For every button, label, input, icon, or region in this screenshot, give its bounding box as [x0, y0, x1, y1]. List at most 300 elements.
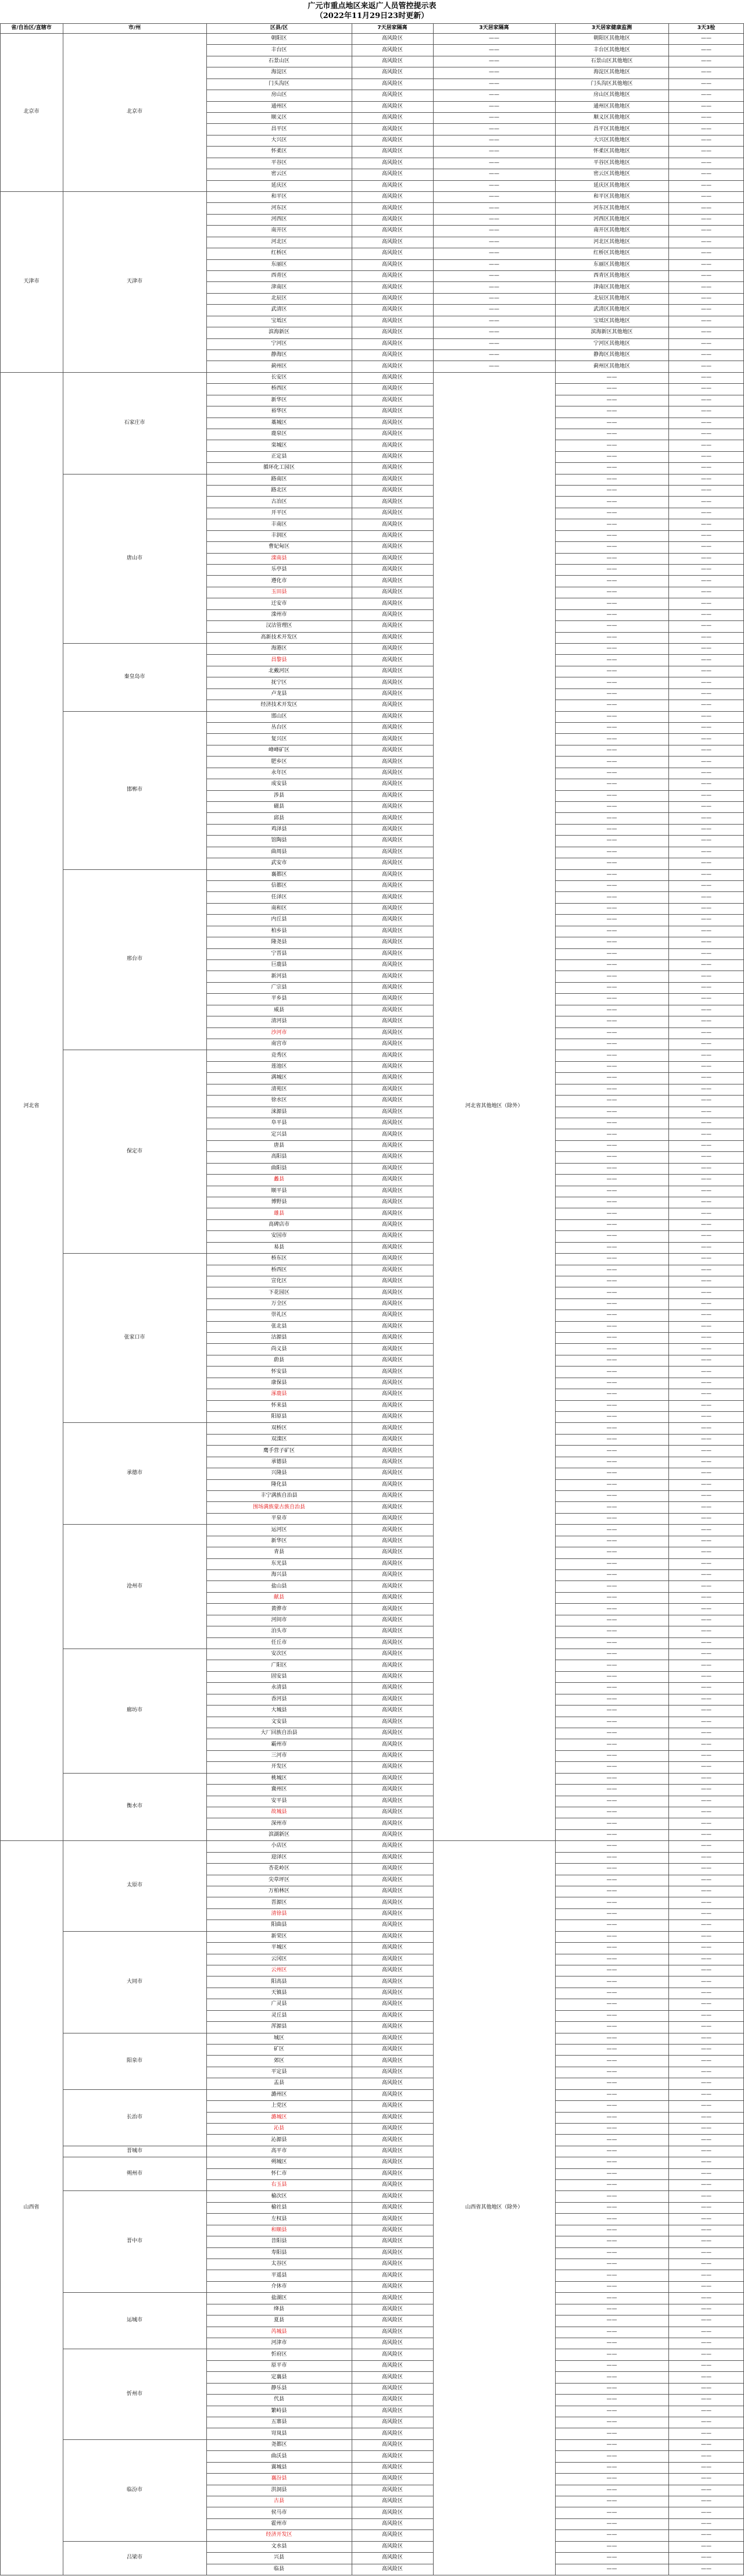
dash-cell: —— — [606, 1323, 617, 1329]
dash-cell: —— — [701, 848, 711, 855]
dash-cell: —— — [606, 894, 617, 900]
county-cell: 广宗县 — [271, 984, 287, 991]
dash-cell: —— — [701, 2351, 711, 2357]
high-risk-cell: 高风险区 — [381, 2464, 403, 2470]
dash-cell: —— — [701, 1572, 711, 1578]
dash-cell: —— — [489, 295, 499, 302]
county-cell: 门头沟区 — [268, 80, 289, 87]
high-risk-cell: 高风险区 — [381, 1176, 403, 1183]
county-cell: 深州市 — [271, 1820, 287, 1826]
county-cell: 霍州市 — [271, 2521, 287, 2527]
other-area-cell: 平谷区其他地区 — [593, 159, 630, 166]
high-risk-cell: 高风险区 — [381, 973, 403, 979]
high-risk-cell: 高风险区 — [381, 2374, 403, 2380]
county-cell: 高平市 — [271, 2147, 287, 2154]
high-risk-cell: 高风险区 — [381, 679, 403, 686]
high-risk-cell: 高风险区 — [381, 1945, 403, 1951]
dash-cell: —— — [701, 1797, 711, 1804]
county-cell: 夏县 — [273, 2317, 284, 2324]
dash-cell: —— — [606, 386, 617, 392]
high-risk-cell: 高风险区 — [381, 736, 403, 742]
other-area-cell: 河北区其他地区 — [593, 238, 630, 245]
dash-cell: —— — [606, 927, 617, 934]
city-cell: 邢台市 — [126, 956, 142, 962]
county-cell: 青县 — [273, 1549, 284, 1555]
county-cell: 遵化市 — [271, 577, 287, 584]
dash-cell: —— — [701, 1922, 711, 1928]
county-cell: 三河市 — [271, 1753, 287, 1759]
high-risk-cell: 高风险区 — [381, 2340, 403, 2346]
county-cell: 阳原县 — [271, 1414, 287, 1420]
dash-cell: —— — [606, 2430, 617, 2436]
city-cell: 晋城市 — [126, 2147, 142, 2154]
high-risk-cell: 高风险区 — [381, 634, 403, 640]
county-cell: 平城区 — [271, 1945, 287, 1951]
dash-cell: —— — [606, 1266, 617, 1273]
county-cell: 内丘县 — [271, 916, 287, 923]
dash-cell: —— — [606, 690, 617, 697]
other-area-cell: 宁河区其他地区 — [593, 340, 630, 347]
dash-cell: —— — [701, 860, 711, 866]
dash-cell: —— — [606, 1967, 617, 1974]
high-risk-cell: 高风险区 — [381, 1312, 403, 1318]
dash-cell: —— — [701, 1651, 711, 1657]
high-risk-cell: 高风险区 — [381, 2453, 403, 2459]
dash-cell: —— — [701, 1956, 711, 1962]
dash-cell: —— — [606, 1978, 617, 1985]
high-risk-cell: 高风险区 — [381, 916, 403, 923]
dash-cell: —— — [701, 1854, 711, 1860]
county-cell: 矿区 — [273, 2046, 284, 2053]
dash-cell: —— — [701, 1187, 711, 1194]
dash-cell: —— — [606, 600, 617, 606]
county-cell: 阳高县 — [271, 1978, 287, 1985]
county-cell: 静海区 — [271, 352, 287, 358]
county-cell: 平谷区 — [271, 159, 287, 166]
dash-cell: —— — [701, 476, 711, 482]
county-cell: 雄县 — [273, 1210, 284, 1216]
dash-cell: —— — [701, 1266, 711, 1273]
dash-cell: —— — [606, 2103, 617, 2109]
dash-cell: —— — [606, 2385, 617, 2391]
county-cell: 高碑店市 — [268, 1222, 289, 1228]
header-3day-health-monitoring: 3天居家健康监测 — [591, 25, 632, 31]
dash-cell: —— — [606, 860, 617, 866]
dash-cell: —— — [606, 442, 617, 448]
city-cell: 忻州市 — [126, 2391, 142, 2397]
dash-cell: —— — [701, 1617, 711, 1623]
city-cell: 张家口市 — [124, 1335, 145, 1341]
dash-cell: —— — [701, 386, 711, 392]
dash-cell: —— — [606, 1493, 617, 1499]
dash-cell: —— — [701, 521, 711, 527]
county-cell: 古县 — [273, 2498, 284, 2504]
dash-cell: —— — [489, 238, 499, 245]
dash-cell: —— — [701, 555, 711, 561]
county-cell: 玉田县 — [271, 589, 287, 595]
dash-cell: —— — [701, 2204, 711, 2211]
county-cell: 代县 — [273, 2396, 284, 2403]
county-cell: 任丘市 — [271, 1639, 287, 1646]
dash-cell: —— — [701, 227, 711, 234]
dash-cell: —— — [606, 1233, 617, 1239]
county-cell: 蔚县 — [273, 1357, 284, 1364]
dash-cell: —— — [701, 397, 711, 403]
dash-cell: —— — [606, 1854, 617, 1860]
county-cell: 宣化区 — [271, 1278, 287, 1285]
dash-cell: —— — [701, 1335, 711, 1341]
dash-cell: —— — [606, 510, 617, 516]
county-cell: 竞秀区 — [271, 1052, 287, 1058]
high-risk-cell: 高风险区 — [381, 182, 403, 188]
dash-cell: —— — [606, 374, 617, 380]
dash-cell: —— — [701, 2374, 711, 2380]
dash-cell: —— — [701, 1131, 711, 1137]
dash-cell: —— — [701, 690, 711, 697]
high-risk-cell: 高风险区 — [381, 1255, 403, 1262]
high-risk-cell: 高风险区 — [381, 1266, 403, 1273]
high-risk-cell: 高风险区 — [381, 2566, 403, 2572]
county-cell: 广阳区 — [271, 1662, 287, 1668]
dash-cell: —— — [606, 962, 617, 968]
dash-cell: —— — [606, 1617, 617, 1623]
dash-cell: —— — [701, 306, 711, 313]
dash-cell: —— — [606, 1775, 617, 1781]
dash-cell: —— — [701, 871, 711, 877]
high-risk-cell: 高风险区 — [381, 465, 403, 471]
dash-cell: —— — [606, 1674, 617, 1680]
county-cell: 大兴区 — [271, 137, 287, 144]
dash-cell: —— — [606, 566, 617, 573]
county-cell: 武安市 — [271, 860, 287, 866]
high-risk-cell: 高风险区 — [381, 1674, 403, 1680]
dash-cell: —— — [606, 905, 617, 912]
county-cell: 原平市 — [271, 2363, 287, 2369]
county-cell: 海兴县 — [271, 1572, 287, 1578]
dash-cell: —— — [701, 1876, 711, 1883]
county-cell: 寿阳县 — [271, 2249, 287, 2256]
dash-cell: —— — [606, 996, 617, 1002]
county-cell: 岢岚县 — [271, 2430, 287, 2436]
dash-cell: —— — [701, 159, 711, 166]
city-cell: 长治市 — [126, 2114, 142, 2120]
high-risk-cell: 高风险区 — [381, 1662, 403, 1668]
dash-cell: —— — [606, 1537, 617, 1544]
dash-cell: —— — [489, 352, 499, 358]
dash-cell: —— — [606, 623, 617, 629]
high-risk-cell: 高风险区 — [381, 996, 403, 1002]
dash-cell: —— — [606, 2306, 617, 2312]
county-cell: 经济开发区 — [266, 2532, 292, 2538]
high-risk-cell: 高风险区 — [381, 363, 403, 369]
dash-cell: —— — [606, 1018, 617, 1025]
high-risk-cell: 高风险区 — [381, 713, 403, 719]
county-cell: 曲阳县 — [271, 1165, 287, 1171]
county-cell: 襄都区 — [271, 871, 287, 877]
dash-cell: —— — [606, 1809, 617, 1815]
county-cell: 怀柔区 — [271, 148, 287, 155]
county-cell: 津南区 — [271, 284, 287, 290]
dash-cell: —— — [701, 645, 711, 652]
high-risk-cell: 高风险区 — [381, 1323, 403, 1329]
dash-cell: —— — [606, 679, 617, 686]
high-risk-cell: 高风险区 — [381, 657, 403, 663]
county-cell: 新华区 — [271, 1537, 287, 1544]
county-cell: 盐山县 — [271, 1583, 287, 1589]
county-cell: 房山区 — [271, 92, 287, 98]
county-cell: 河西区 — [271, 216, 287, 223]
high-risk-cell: 高风险区 — [381, 1075, 403, 1081]
dash-cell: —— — [606, 1639, 617, 1646]
county-cell: 上党区 — [271, 2103, 287, 2109]
county-cell: 康保县 — [271, 1379, 287, 1386]
high-risk-cell: 高风险区 — [381, 408, 403, 415]
high-risk-cell: 高风险区 — [381, 702, 403, 708]
dash-cell: —— — [606, 397, 617, 403]
high-risk-cell: 高风险区 — [381, 1029, 403, 1036]
county-cell: 绛县 — [273, 2306, 284, 2312]
dash-cell: —— — [701, 826, 711, 833]
dash-cell: —— — [606, 1504, 617, 1510]
county-cell: 翼城县 — [271, 2464, 287, 2470]
county-cell: 大厂回族自治县 — [260, 1730, 298, 1736]
county-cell: 五寨县 — [271, 2419, 287, 2425]
high-risk-cell: 高风险区 — [381, 340, 403, 347]
high-risk-cell: 高风险区 — [381, 589, 403, 595]
county-cell: 清河县 — [271, 1018, 287, 1025]
high-risk-cell: 高风险区 — [381, 238, 403, 245]
province-other-area-cell: 河北省其他地区（除外） — [465, 1103, 523, 1109]
high-risk-cell: 高风险区 — [381, 2080, 403, 2086]
dash-cell: —— — [701, 2136, 711, 2143]
high-risk-cell: 高风险区 — [381, 1515, 403, 1522]
dash-cell: —— — [606, 555, 617, 561]
dash-cell: —— — [701, 1064, 711, 1070]
dash-cell: —— — [606, 1300, 617, 1307]
high-risk-cell: 高风险区 — [381, 2136, 403, 2143]
high-risk-cell: 高风险区 — [381, 1425, 403, 1431]
city-cell: 秦皇岛市 — [124, 673, 145, 680]
dash-cell: —— — [701, 2012, 711, 2018]
grid-line — [433, 23, 434, 2575]
dash-cell: —— — [701, 996, 711, 1002]
document-title: 广元市重点地区来返广人员管控提示表 — [307, 2, 437, 10]
county-cell: 延庆区 — [271, 182, 287, 188]
county-cell: 安国市 — [271, 1233, 287, 1239]
county-cell: 曹妃甸区 — [268, 544, 289, 550]
dash-cell: —— — [701, 1967, 711, 1974]
high-risk-cell: 高风险区 — [381, 171, 403, 177]
dash-cell: —— — [606, 1029, 617, 1036]
county-cell: 峰峰矿区 — [268, 747, 289, 754]
high-risk-cell: 高风险区 — [381, 758, 403, 765]
dash-cell: —— — [489, 306, 499, 313]
dash-cell: —— — [606, 1651, 617, 1657]
dash-cell: —— — [701, 1470, 711, 1476]
dash-cell: —— — [701, 47, 711, 53]
dash-cell: —— — [606, 1526, 617, 1533]
high-risk-cell: 高风险区 — [381, 2193, 403, 2199]
county-cell: 满城区 — [271, 1075, 287, 1081]
dash-cell: —— — [701, 1154, 711, 1160]
dash-cell: —— — [701, 566, 711, 573]
county-cell: 献县 — [273, 1594, 284, 1601]
dash-cell: —— — [606, 1086, 617, 1092]
dash-cell: —— — [606, 973, 617, 979]
high-risk-cell: 高风险区 — [381, 47, 403, 53]
county-cell: 信都区 — [271, 883, 287, 889]
dash-cell: —— — [606, 2340, 617, 2346]
high-risk-cell: 高风险区 — [381, 1978, 403, 1985]
high-risk-cell: 高风险区 — [381, 2272, 403, 2278]
county-cell: 永年区 — [271, 769, 287, 776]
high-risk-cell: 高风险区 — [381, 1222, 403, 1228]
high-risk-cell: 高风险区 — [381, 2204, 403, 2211]
dash-cell: —— — [606, 1097, 617, 1104]
county-cell: 榆社县 — [271, 2204, 287, 2211]
high-risk-cell: 高风险区 — [381, 284, 403, 290]
dash-cell: —— — [701, 1537, 711, 1544]
high-risk-cell: 高风险区 — [381, 1414, 403, 1420]
county-cell: 双滦区 — [271, 1436, 287, 1443]
county-cell: 藁城区 — [271, 419, 287, 426]
high-risk-cell: 高风险区 — [381, 623, 403, 629]
dash-cell: —— — [701, 1108, 711, 1115]
high-risk-cell: 高风险区 — [381, 2182, 403, 2188]
dash-cell: —— — [701, 2306, 711, 2312]
dash-cell: —— — [701, 2385, 711, 2391]
dash-cell: —— — [606, 1888, 617, 1894]
dash-cell: —— — [701, 2453, 711, 2459]
dash-cell: —— — [701, 1753, 711, 1759]
high-risk-cell: 高风险区 — [381, 1346, 403, 1352]
dash-cell: —— — [606, 1876, 617, 1883]
high-risk-cell: 高风险区 — [381, 1639, 403, 1646]
other-area-cell: 房山区其他地区 — [593, 92, 630, 98]
high-risk-cell: 高风险区 — [381, 894, 403, 900]
high-risk-cell: 高风险区 — [381, 725, 403, 731]
dash-cell: —— — [606, 1933, 617, 1939]
county-cell: 故城县 — [271, 1809, 287, 1815]
dash-cell: —— — [701, 273, 711, 279]
dash-cell: —— — [701, 1425, 711, 1431]
dash-cell: —— — [701, 2227, 711, 2233]
dash-cell: —— — [701, 668, 711, 675]
dash-cell: —— — [701, 2396, 711, 2403]
dash-cell: —— — [606, 1549, 617, 1555]
dash-cell: —— — [606, 781, 617, 787]
dash-cell: —— — [606, 2272, 617, 2278]
high-risk-cell: 高风险区 — [381, 2114, 403, 2120]
dash-cell: —— — [606, 1730, 617, 1736]
dash-cell: —— — [701, 634, 711, 640]
county-cell: 左权县 — [271, 2215, 287, 2222]
other-area-cell: 河东区其他地区 — [593, 205, 630, 211]
county-cell: 和平区 — [271, 194, 287, 200]
high-risk-cell: 高风险区 — [381, 205, 403, 211]
dash-cell: —— — [606, 2227, 617, 2233]
county-cell: 北辰区 — [271, 295, 287, 302]
county-cell: 沁县 — [273, 2125, 284, 2132]
high-risk-cell: 高风险区 — [381, 2001, 403, 2007]
high-risk-cell: 高风险区 — [381, 1911, 403, 1917]
dash-cell: —— — [606, 1696, 617, 1702]
dash-cell: —— — [606, 1820, 617, 1826]
dash-cell: —— — [489, 216, 499, 223]
dash-cell: —— — [489, 363, 499, 369]
dash-cell: —— — [606, 521, 617, 527]
dash-cell: —— — [701, 35, 711, 42]
high-risk-cell: 高风险区 — [381, 431, 403, 437]
dash-cell: —— — [701, 725, 711, 731]
dash-cell: —— — [701, 317, 711, 324]
dash-cell: —— — [606, 1436, 617, 1443]
high-risk-cell: 高风险区 — [381, 1572, 403, 1578]
dash-cell: —— — [701, 1447, 711, 1454]
high-risk-cell: 高风险区 — [381, 2012, 403, 2018]
dash-cell: —— — [701, 103, 711, 109]
high-risk-cell: 高风险区 — [381, 1685, 403, 1691]
high-risk-cell: 高风险区 — [381, 2227, 403, 2233]
county-cell: 兴县 — [273, 2554, 284, 2561]
dash-cell: —— — [701, 984, 711, 991]
city-cell: 石家庄市 — [124, 419, 145, 426]
dash-cell: —— — [701, 1289, 711, 1296]
dash-cell: —— — [606, 1379, 617, 1386]
county-cell: 襄汾县 — [271, 2475, 287, 2482]
dash-cell: —— — [606, 431, 617, 437]
high-risk-cell: 高风险区 — [381, 1108, 403, 1115]
high-risk-cell: 高风险区 — [381, 1628, 403, 1635]
high-risk-cell: 高风险区 — [381, 1956, 403, 1962]
dash-cell: —— — [701, 284, 711, 290]
dash-cell: —— — [701, 261, 711, 267]
dash-cell: —— — [701, 2159, 711, 2165]
county-cell: 新河县 — [271, 973, 287, 979]
high-risk-cell: 高风险区 — [381, 306, 403, 313]
high-risk-cell: 高风险区 — [381, 2249, 403, 2256]
county-cell: 滦南县 — [271, 555, 287, 561]
high-risk-cell: 高风险区 — [381, 92, 403, 98]
county-cell: 迎泽区 — [271, 1854, 287, 1860]
high-risk-cell: 高风险区 — [381, 611, 403, 618]
dash-cell: —— — [606, 1605, 617, 1612]
dash-cell: —— — [701, 1639, 711, 1646]
county-cell: 滦州市 — [271, 611, 287, 618]
grid-line — [206, 23, 207, 2575]
county-cell: 唐县 — [273, 1143, 284, 1149]
dash-cell: —— — [701, 80, 711, 87]
dash-cell: —— — [606, 645, 617, 652]
dash-cell: —— — [701, 352, 711, 358]
dash-cell: —— — [606, 465, 617, 471]
county-cell: 任泽区 — [271, 894, 287, 900]
dash-cell: —— — [606, 2509, 617, 2516]
dash-cell: —— — [606, 1041, 617, 1047]
dash-cell: —— — [701, 1414, 711, 1420]
dash-cell: —— — [606, 2159, 617, 2165]
high-risk-cell: 高风险区 — [381, 1854, 403, 1860]
county-cell: 静乐县 — [271, 2385, 287, 2391]
dash-cell: —— — [701, 2046, 711, 2053]
dash-cell: —— — [701, 1945, 711, 1951]
dash-cell: —— — [701, 1820, 711, 1826]
county-cell: 馆陶县 — [271, 837, 287, 844]
high-risk-cell: 高风险区 — [381, 1481, 403, 1487]
city-cell: 天津市 — [126, 278, 142, 284]
county-cell: 云州区 — [271, 1967, 287, 1974]
dash-cell: —— — [701, 1199, 711, 1205]
